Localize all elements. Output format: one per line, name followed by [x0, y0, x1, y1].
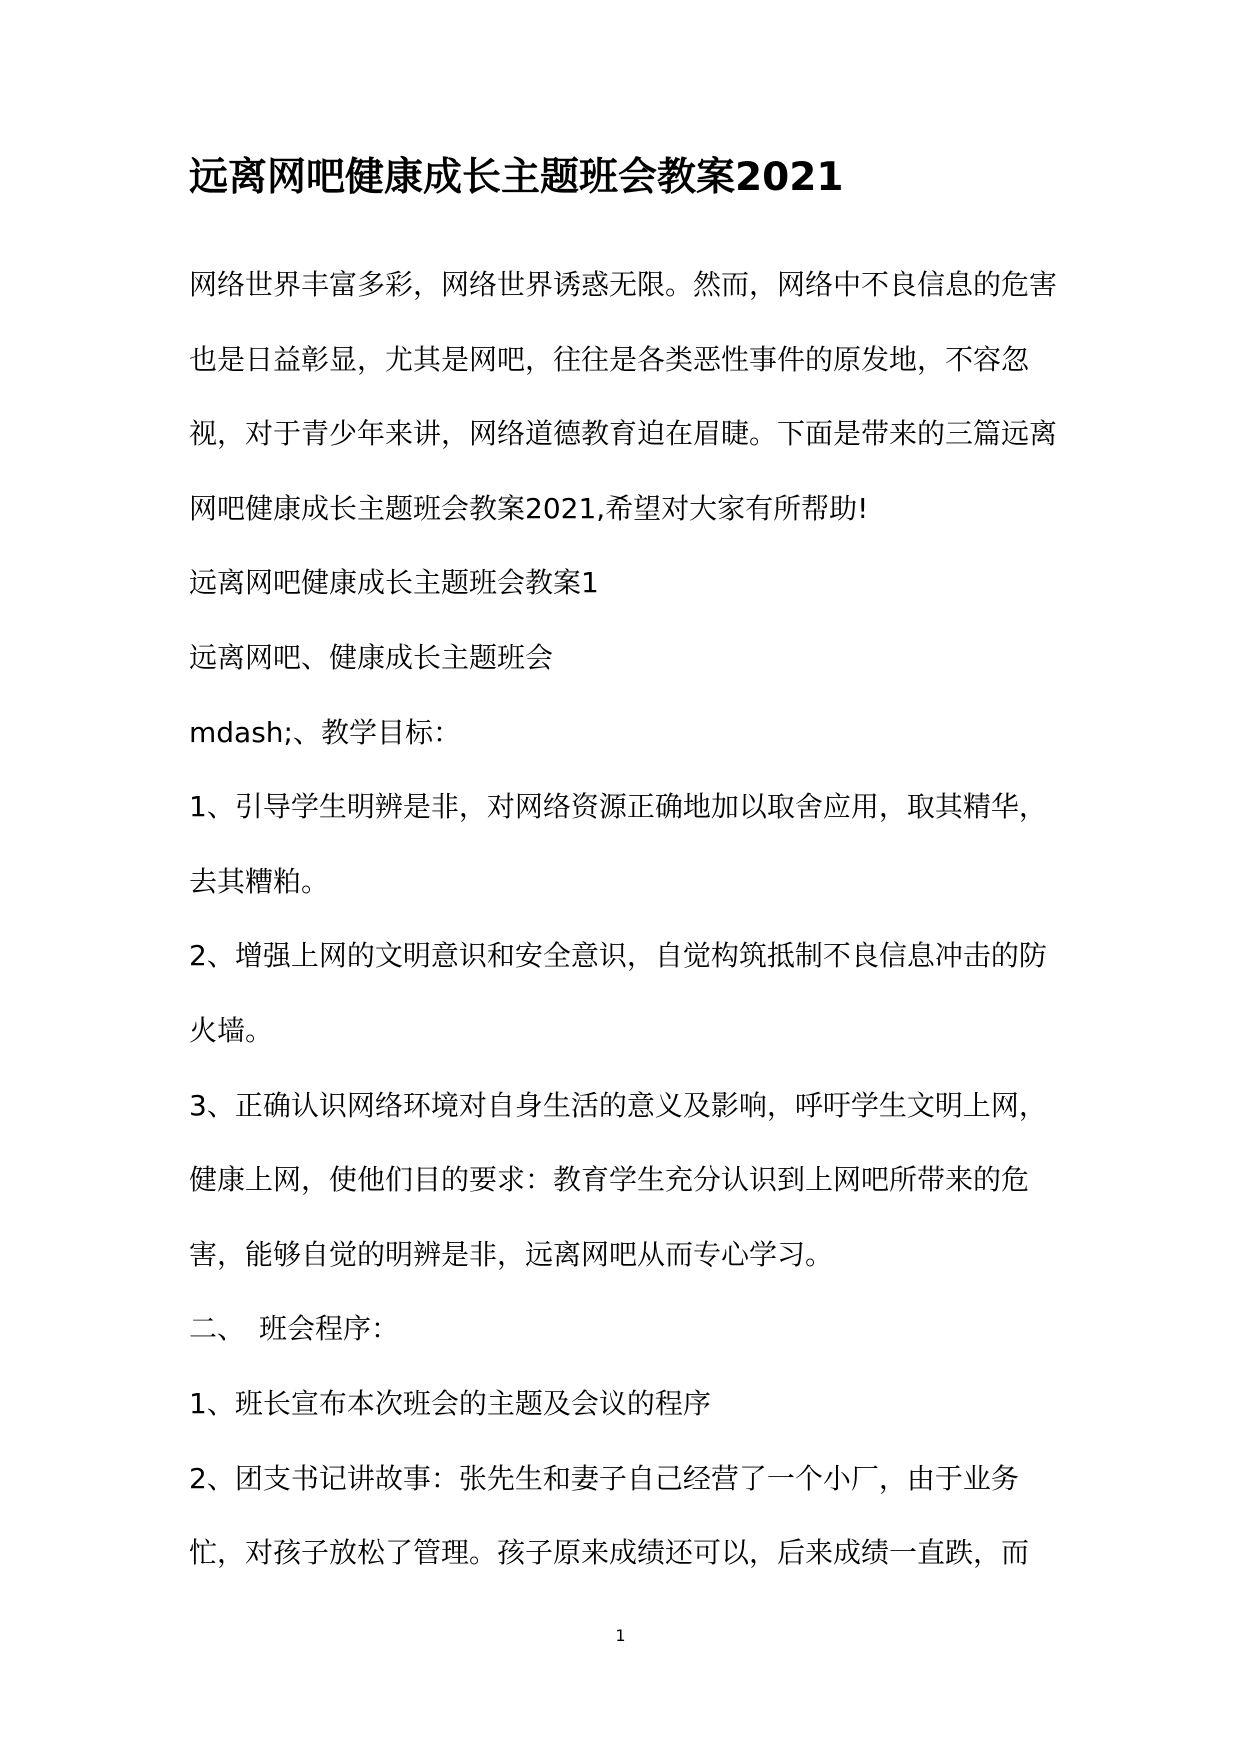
lesson-plan-heading: 远离网吧健康成长主题班会教案1	[189, 566, 599, 600]
goal-item-3: 3、正确认识网络环境对自身生活的意义及影响，呼吁学生文明上网，健康上网，使他们目的要求：教育学生充分认识到上网吧所带来的危害，能够自觉的明辨是非，远离网吧从而专心学习。	[189, 1088, 1047, 1271]
procedure-item-2: 2、团支书记讲故事：张先生和妻子自己经营了一个小厂，由于业务忙，对孩子放松了管理。孩子原来成绩还可以，后来成绩一直跌，而	[189, 1461, 1030, 1570]
intro-paragraph: 网络世界丰富多彩，网络世界诱惑无限。然而，网络中不良信息的危害也是日益彰显，尤其是网吧，往往是各类恶性事件的原发地，不容忽视，对于青少年来讲，网络道德教育迫在眉睫。下面是带来的三篇远离网吧健康成长主题班会教案2021,希望对大家有所帮助!	[189, 268, 1058, 525]
procedure-item-1: 1、班长宣布本次班会的主题及会议的程序	[189, 1386, 711, 1420]
document-title: 远离网吧健康成长主题班会教案2021	[189, 155, 844, 200]
class-meeting-title: 远离网吧、健康成长主题班会	[189, 640, 554, 674]
page-number: 1	[615, 1626, 626, 1645]
document-body	[189, 248, 1059, 1591]
procedure-heading: 二、 班会程序：	[189, 1312, 400, 1346]
teaching-goals-heading: mdash;、教学目标：	[189, 715, 461, 749]
goal-item-1: 1、引导学生明辨是非，对网络资源正确地加以取舍应用，取其精华，去其糟粕。	[189, 790, 1047, 898]
goal-item-2: 2、增强上网的文明意识和安全意识，自觉构筑抵制不良信息冲击的防火墙。	[189, 939, 1047, 1047]
